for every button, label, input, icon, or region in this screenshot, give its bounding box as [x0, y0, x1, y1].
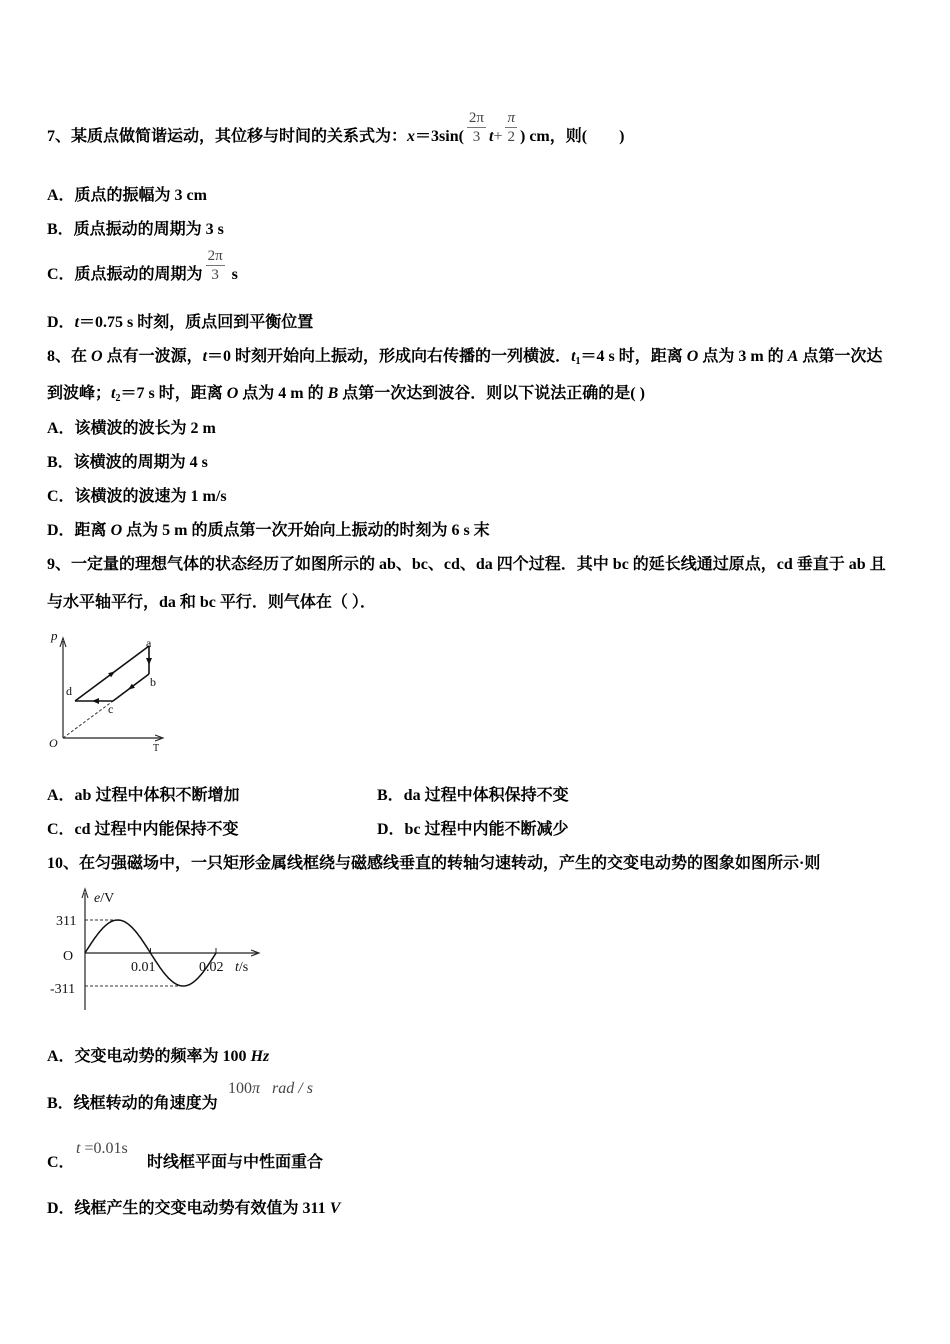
- q8-seg: 点为 4 m 的: [238, 385, 328, 402]
- origin-label: O: [63, 949, 74, 964]
- point-a-label: a: [146, 636, 152, 650]
- q10-option-c-formula-rest: =0.01s: [80, 1140, 128, 1157]
- q8-seg: 到波峰；: [47, 385, 112, 402]
- q10-option-a-unit: Hz: [250, 1048, 270, 1065]
- q7-frac1-denominator: 3: [472, 129, 481, 145]
- q8-option-d-var-o: O: [110, 522, 123, 539]
- x-tick2-label: 0.02: [199, 960, 224, 975]
- time-axis-label-t: t: [235, 960, 239, 975]
- q10-emf-graph: [40, 882, 270, 1012]
- q8-seg: 点有一波源，: [102, 348, 203, 365]
- q8-var-t: t: [202, 348, 208, 365]
- q7-option-b: B．质点振动的周期为 3 s: [47, 221, 224, 238]
- q10-option-b-text: B．线框转动的角速度为: [47, 1095, 218, 1112]
- arrow-ab: [146, 658, 152, 665]
- q8-seg: ＝7 s 时，距离: [120, 385, 227, 402]
- q9-pt-diagram: [40, 625, 175, 755]
- q7-fraction-pi-over-2: [505, 109, 517, 146]
- q8-var-t2: t: [111, 385, 116, 402]
- q10-option-c-text: 时线框平面与中性面重合: [147, 1154, 324, 1171]
- q7-option-c-text: C．质点振动的周期为: [47, 266, 203, 283]
- q7-option-a: A．质点的振幅为 3 cm: [47, 187, 207, 204]
- q10-option-c-label: C．: [47, 1154, 75, 1171]
- q8-seg: 8、在: [47, 348, 92, 365]
- q9-option-c: C．cd 过程中内能保持不变: [47, 821, 239, 838]
- q8-option-d-seg: 点为 5 m 的质点第一次开始向上振动的时刻为 6 s 末: [122, 522, 490, 539]
- q8-option-b: B．该横波的周期为 4 s: [47, 454, 208, 471]
- origin-label: O: [49, 736, 58, 750]
- q8-var-b: B: [327, 385, 339, 402]
- q7-option-c-fraction: [206, 247, 225, 284]
- q8-seg: ＝0 时刻开始向上振动，形成向右传播的一列横波．: [207, 348, 572, 365]
- q10-option-b-formula-unit: rad / s: [272, 1080, 313, 1097]
- e-axis-label: [94, 891, 114, 906]
- q7-var-x: x: [407, 128, 416, 145]
- extension-line-bc: [63, 701, 113, 738]
- arrow-cd: [92, 698, 99, 704]
- q7-var-t: t: [489, 128, 494, 145]
- q8-var-o: O: [686, 348, 699, 365]
- q7-option-d-label: D．: [47, 314, 75, 331]
- e-axis-label-e: e: [94, 891, 101, 906]
- q10-option-b-formula: [228, 1081, 313, 1097]
- question-8-stem-line1: [47, 349, 882, 370]
- q7-option-c-numerator: 2π: [207, 248, 223, 264]
- q7-stem-suffix: ) cm，则( ): [520, 128, 625, 145]
- q8-var-a: A: [787, 348, 799, 365]
- q8-var-t1: t: [571, 348, 576, 365]
- e-axis-label-unit: /V: [100, 891, 115, 906]
- q7-frac2-denominator: 2: [507, 129, 515, 145]
- q8-seg: 点第一次达到波谷．则以下说法正确的是( ): [338, 385, 645, 402]
- x-tick1-label: 0.01: [131, 960, 156, 975]
- q8-option-c: C．该横波的波速为 1 m/s: [47, 488, 227, 505]
- q7-option-d: [47, 315, 313, 331]
- q7-option-d-var-t: t: [74, 314, 80, 331]
- time-axis-label: [235, 960, 248, 975]
- point-d-label: d: [66, 684, 72, 698]
- q10-option-c-formula-t: t: [76, 1140, 81, 1157]
- q10-option-b-formula-pi: π: [252, 1080, 261, 1097]
- q7-option-d-text: ＝0.75 s 时刻，质点回到平衡位置: [79, 314, 314, 331]
- q7-frac2-numerator: π: [507, 110, 515, 126]
- q10-option-d-text: D．线框产生的交变电动势有效值为 311: [47, 1200, 330, 1217]
- q7-plus-sign: +: [493, 128, 503, 145]
- q8-seg: ＝4 s 时，距离: [580, 348, 687, 365]
- t-axis-label: T: [153, 743, 160, 754]
- point-b-label: b: [150, 675, 156, 689]
- q8-seg: 点为 3 m 的: [698, 348, 788, 365]
- q9-option-a: A．ab 过程中体积不断增加: [47, 787, 240, 804]
- q8-option-a: A．该横波的波长为 2 m: [47, 420, 216, 437]
- q10-option-d-unit: V: [329, 1200, 341, 1217]
- q7-option-c-unit: s: [227, 266, 238, 283]
- q8-subscript-1: 1: [575, 356, 581, 367]
- q7-stem-prefix: 7、某质点做简谐运动，其位移与时间的关系式为：: [47, 128, 408, 145]
- p-axis-label: p: [51, 628, 58, 643]
- q10-option-b-formula-num: 100: [228, 1080, 252, 1097]
- q8-var-o: O: [226, 385, 239, 402]
- q10-option-b: [47, 1096, 218, 1112]
- time-axis-label-unit: /s: [238, 960, 249, 975]
- question-9-stem-line1: 9、一定量的理想气体的状态经历了如图所示的 ab、bc、cd、da 四个过程．其中 bc 的延长线通过原点，cd 垂直于 ab 且: [47, 556, 886, 573]
- q9-option-b: B．da 过程中体积保持不变: [377, 787, 569, 804]
- y-max-label: 311: [56, 914, 77, 929]
- q7-stem-eq: ＝3sin(: [415, 128, 464, 145]
- q7-fraction-2pi-over-3: [467, 109, 486, 146]
- q7-frac1-numerator: 2π: [468, 110, 484, 126]
- q7-option-c-denominator: 3: [211, 267, 219, 283]
- question-9-stem-line2: 与水平轴平行，da 和 bc 平行．则气体在（ ）．: [47, 594, 376, 611]
- q10-option-d: [47, 1201, 340, 1217]
- q8-seg: 点第一次达: [798, 348, 883, 365]
- q10-option-a-text: A．交变电动势的频率为 100: [47, 1048, 251, 1065]
- q10-option-a: [47, 1049, 269, 1065]
- y-min-label: -311: [50, 982, 76, 997]
- q8-option-d-seg: D．距离: [47, 522, 111, 539]
- q7-option-c: [47, 247, 238, 284]
- question-8-stem-line2: [47, 386, 645, 407]
- q9-option-d: D．bc 过程中内能不断减少: [377, 821, 569, 838]
- point-c-label: c: [108, 702, 114, 716]
- q10-option-c-formula: [76, 1141, 128, 1157]
- question-10-stem: 10、在匀强磁场中，一只矩形金属线框绕与磁感线垂直的转轴匀速转动，产生的交变电动势的图象如图所示·则: [47, 855, 821, 872]
- q8-subscript-2: 2: [115, 393, 121, 404]
- question-7-stem: [47, 109, 624, 146]
- q8-var-o: O: [91, 348, 103, 365]
- q8-option-d: [47, 523, 490, 539]
